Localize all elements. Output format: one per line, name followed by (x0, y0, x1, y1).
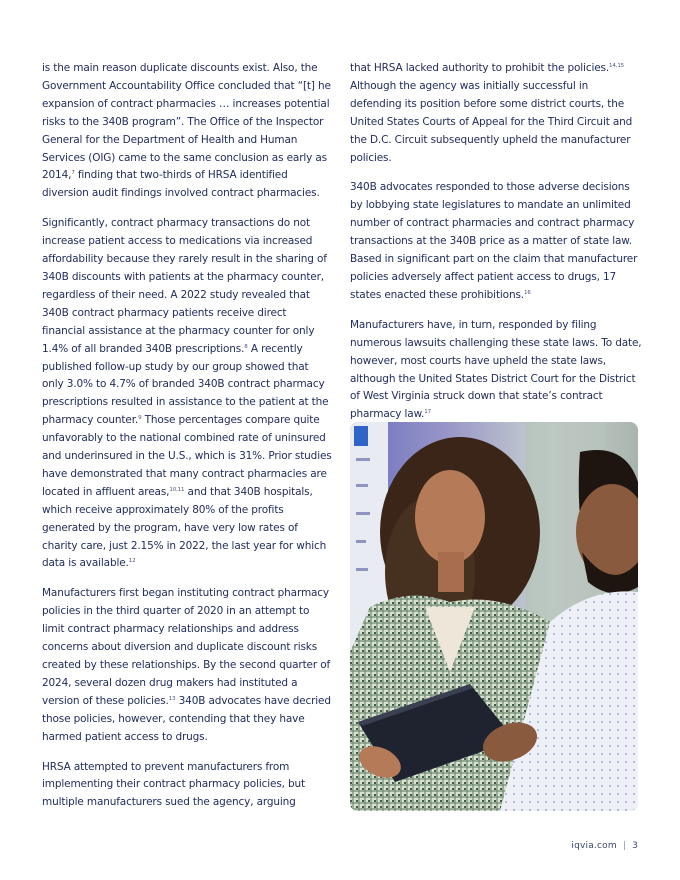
page-footer (571, 841, 638, 851)
page-number: 3 (632, 841, 638, 851)
footnote-ref: 13 (168, 695, 176, 702)
footer-separator: | (622, 841, 627, 851)
right-column (350, 60, 642, 436)
footnote-ref: 14,15 (609, 63, 625, 69)
footnote-ref: 12 (128, 558, 136, 565)
paragraph: 340B advocates responded to those adverse decisions by lobbying state legislatures to mandate an unlimited number of contract pharmacies and contract pharmacy transactions at the 340B price as a matter of state law. Based in significant part on the claim that manufacturer policies adversely affect patient access to drugs, 17 states enacted these prohibitions.$^{16}$ (350, 181, 638, 301)
paragraph: Manufacturers first began instituting contract pharmacy policies in the third quarter of 2020 in an attempt to limit contract pharmacy relationships and address concerns about diversion and duplicate discount risks created by these relationships. By the second quarter of 2024, several dozen drug makers had instituted a version of these policies.$^{13}$ 340B advocates have decried those policies, however, contending that they have harmed patient access to drugs. (42, 587, 331, 743)
paragraph: Significantly, contract pharmacy transactions do not increase patient access to medications via increased affordability because they rarely result in the sharing of 340B discounts with patients at the pharmacy counter, regardless of their need. A 2022 study revealed that 340B contract pharmacy patients receive direct financial assistance at the pharmacy counter for only 1.4% of all branded 340B prescriptions.$^8$ A recently published follow-up study by our group showed that only 3.0% to 4.7% of branded 340B contract pharmacy prescriptions resulted in assistance to the patient at the pharmacy counter.$^9$ Those percentages compare quite unfavorably to the national combined rate of uninsured and underinsured in the U.S., which is 31%. Prior studies have demonstrated that many contract pharmacies are located in affluent areas,$^{10,11}$ and that 340B hospitals, which receive approximately 80% of the profits generated by the program, have very low rates of charity care, just 2.15% in 2022, the last year for which data is available.$^{12}$ (42, 217, 332, 570)
footnote-ref: 9 (138, 415, 142, 422)
photo-illustration (350, 422, 638, 811)
paragraph: that HRSA lacked authority to prohibit the policies.$^{14,15}$ Although the agency was initially successful in defending its position before some district courts, the United States Courts of Appeal for the Third Circuit and the D.C. Circuit subsequently upheld the manufacturer policies. (350, 62, 633, 164)
footnote-ref: 17 (424, 409, 431, 416)
left-column (42, 60, 332, 824)
footnote-ref: 8 (244, 343, 248, 350)
site-url[interactable]: iqvia.com (571, 841, 617, 851)
paragraph: is the main reason duplicate discounts exist. Also, the Government Accountability Office concluded that “[t] he expansion of contract pharmacies … increases potential risks to the 340B program”. The Office of the Inspector General for the Department of Health and Human Services (OIG) came to the same conclusion as early as 2014,$^7$ finding that two-thirds of HRSA identified diversion audit findings involved contract pharmacies. (42, 62, 331, 200)
footnote-ref: 16 (523, 289, 531, 296)
footnote-ref: 10,11 (169, 486, 185, 493)
footnote-ref: 7 (71, 170, 75, 177)
paragraph: Manufacturers have, in turn, responded by filing numerous lawsuits challenging these state laws. To date, however, most courts have upheld the state laws, although the United States District Court for the District of West Virginia struck down that state’s contract pharmacy law.$^{17}$ (350, 318, 642, 421)
paragraph: HRSA attempted to prevent manufacturers from implementing their contract pharmacy policies, but multiple manufacturers sued the agency, arguing (42, 760, 306, 809)
photo-two-people-with-tablet (350, 422, 638, 811)
